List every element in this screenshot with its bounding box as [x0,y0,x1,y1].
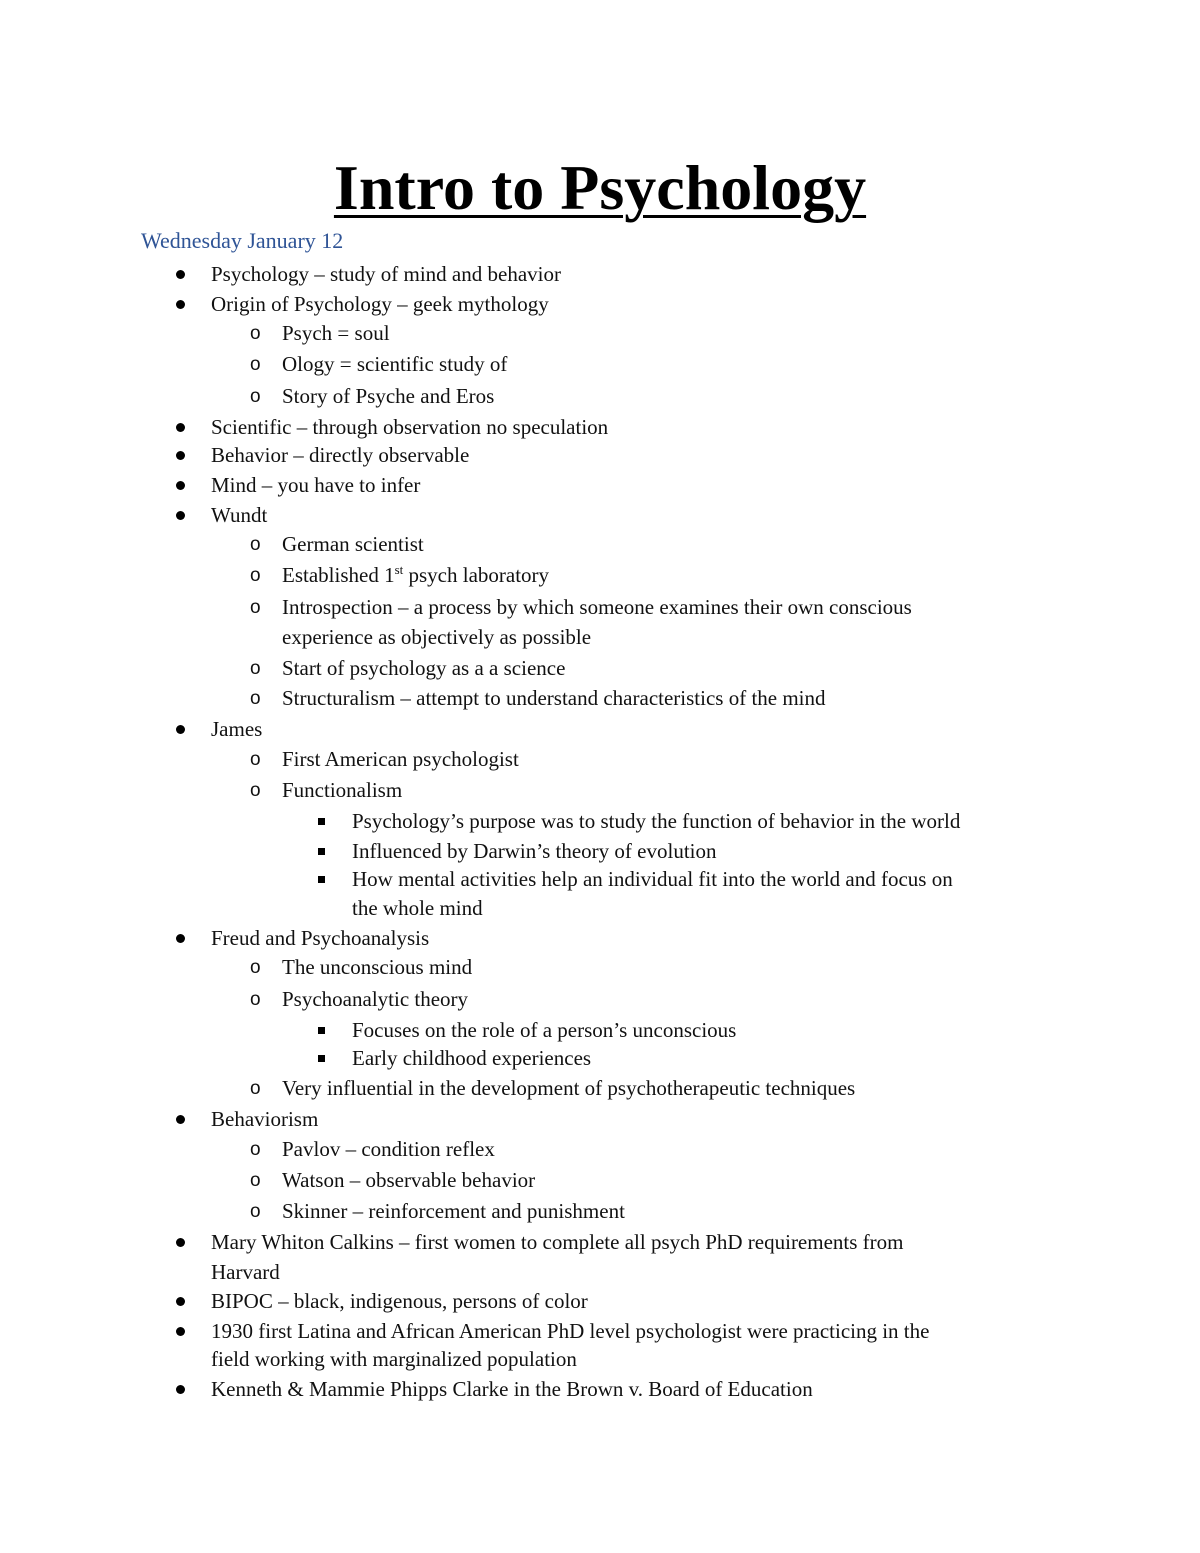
bullet-icon [176,270,185,279]
bullet-icon [176,725,185,734]
circle-bullet-icon: o [250,597,261,618]
circle-bullet-icon: o [250,989,261,1010]
bullet-icon [176,1238,185,1247]
circle-bullet-icon: o [250,780,261,801]
document-page: Intro to Psychology Wednesday January 12 Psychology – study of mind and behavior Origin of Psychology – geek mythology o Psych = soul o Ology = scientific study of o Story of Psyche and Eros Scientific – through observation no speculation Behavior – directly observable Mind – you have to infer Wundt o German scientist o Established 1st psych laboratory o Introspection – a process by which someone examines their own conscious experience as objectively as possible o Start of psychology as a a science o Structuralism – attempt to understand characteristics of the mind James o First American psychologist o Functionalism Psychology’s purpose was to study the function of behavior in the world Influenced by Darwin’s theory of evolution How mental activities help an individual fit into the world and focus on the whole mind Freud and Psychoanalysis o The unconscious mind o Psychoanalytic theory Focuses on the role of a person’s unconscious Early childhood experiences o Very influential in the development of psychotherapeutic techniques Behaviorism o Pavlov – condition reflex o Watson – observable behavior o Skinner – reinforcement and punishment Mary Whiton Calkins – first women to complete all psych PhD requirements from Harvard BIPOC – black, indigenous, persons of color 1930 first Latina and African American PhD level psychologist were practicing in the field working with marginalized population Kenneth & Mammie Phipps Clarke in the Brown v. Board of Education [0,0,1200,1553]
bullet-icon [176,1327,185,1336]
square-bullet-icon [318,818,325,825]
circle-bullet-icon: o [250,1139,261,1160]
circle-bullet-icon: o [250,1170,261,1191]
circle-bullet-icon: o [250,957,261,978]
square-bullet-icon [318,848,325,855]
circle-bullet-icon: o [250,688,261,709]
bullet-icon [176,451,185,460]
bullet-icon [176,481,185,490]
circle-bullet-icon: o [250,1078,261,1099]
bullet-icon [176,1115,185,1124]
bullet-icon [176,1385,185,1394]
square-bullet-icon [318,1055,325,1062]
date-heading: Wednesday January 12 [141,228,344,253]
circle-bullet-icon: o [250,534,261,555]
circle-bullet-icon: o [250,749,261,770]
bullet-icon [176,934,185,943]
circle-bullet-icon: o [250,658,261,679]
circle-bullet-icon: o [250,565,261,586]
bullet-icon [176,511,185,520]
bullet-icon [176,300,185,309]
page-title: Intro to Psychology [333,152,867,223]
circle-bullet-icon: o [250,386,261,407]
bullet-icon [176,423,185,432]
circle-bullet-icon: o [250,1201,261,1222]
circle-bullet-icon: o [250,354,261,375]
bullet-icon [176,1297,185,1306]
circle-bullet-icon: o [250,323,261,344]
square-bullet-icon [318,1027,325,1034]
square-bullet-icon [318,876,325,883]
